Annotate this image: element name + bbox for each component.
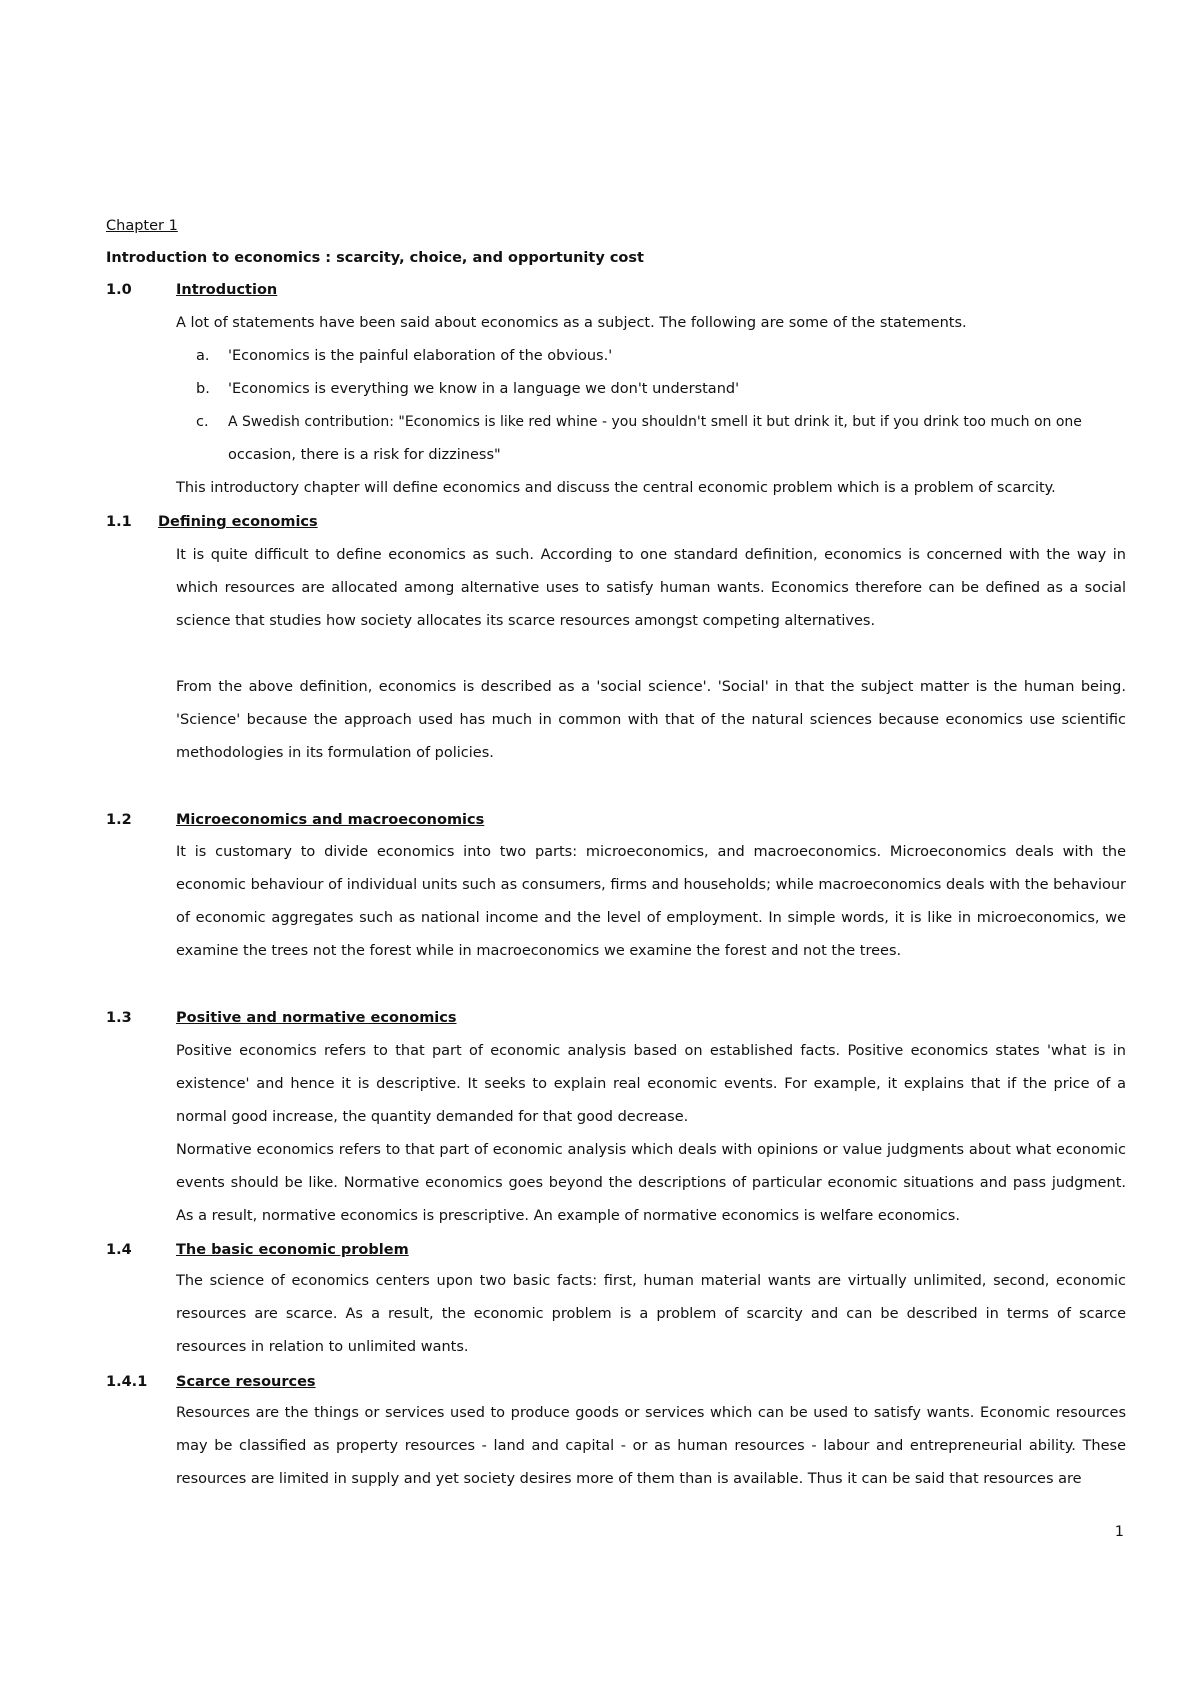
list-item: A Swedish contribution: "Economics is like red whine - you shouldn't smell it but drink it, but if you drink too much on one <box>228 414 1082 430</box>
paragraph: It is quite difficult to define economics as such. According to one standard definition, economics is concerned with the way in which resources are allocated among alternative uses to satisfy human wants. Economics therefore can be defined as a social science that studies how society allocates its scarce resources amongst competing alternatives. <box>176 547 1126 629</box>
section-heading-defining-economics: Defining economics <box>158 514 318 530</box>
list-letter: c. <box>196 414 209 430</box>
list-letter: a. <box>196 348 210 364</box>
section-number: 1.3 <box>106 1010 132 1026</box>
intro-paragraph: A lot of statements have been said about economics as a subject. The following are some of the statements. <box>176 315 967 331</box>
section-heading-positive-normative: Positive and normative economics <box>176 1010 457 1026</box>
section-number: 1.2 <box>106 812 132 828</box>
chapter-title: Introduction to economics : scarcity, choice, and opportunity cost <box>106 250 644 266</box>
section-heading-micro-macro: Microeconomics and macroeconomics <box>176 812 485 828</box>
paragraph: Resources are the things or services used to produce goods or services which can be used to satisfy wants. Economic resources may be classified as property resources - land and capital - or as human resources - labour and entrepreneurial ability. These resources are limited in supply and yet society desires more of them than is available. Thus it can be said that resources are <box>176 1405 1126 1487</box>
list-item-continuation: occasion, there is a risk for dizziness" <box>228 447 501 463</box>
section-number: 1.4 <box>106 1242 132 1258</box>
list-item: 'Economics is the painful elaboration of the obvious.' <box>228 348 613 364</box>
section-heading-introduction: Introduction <box>176 282 278 298</box>
paragraph: The science of economics centers upon two basic facts: first, human material wants are virtually unlimited, second, economic resources are scarce. As a result, the economic problem is a problem of scarcity and can be described in terms of scarce resources in relation to unlimited wants. <box>176 1273 1126 1355</box>
list-item: 'Economics is everything we know in a language we don't understand' <box>228 381 740 397</box>
chapter-label: Chapter 1 <box>106 218 178 234</box>
section-number: 1.0 <box>106 282 132 298</box>
section-number: 1.1 <box>106 514 132 530</box>
section-heading-basic-problem: The basic economic problem <box>176 1242 409 1258</box>
list-letter: b. <box>196 381 210 397</box>
paragraph: Normative economics refers to that part of economic analysis which deals with opinions or value judgments about what economic events should be like. Normative economics goes beyond the descriptions of particular economic situations and pass judgment. As a result, normative economics is prescriptive. An example of normative economics is welfare economics. <box>176 1142 1126 1224</box>
paragraph: From the above definition, economics is described as a 'social science'. 'Social' in that the subject matter is the human being. 'Science' because the approach used has much in common with that of the natural sciences because economics use scientific methodologies in its formulation of policies. <box>176 679 1126 761</box>
intro-closing-paragraph: This introductory chapter will define economics and discuss the central economic problem which is a problem of scarcity. <box>176 480 1056 496</box>
section-number: 1.4.1 <box>106 1374 148 1390</box>
paragraph: Positive economics refers to that part of economic analysis based on established facts. Positive economics states 'what is in existence' and hence it is descriptive. It seeks to explain real economic events. For example, it explains that if the price of a normal good increase, the quantity demanded for that good decrease. <box>176 1043 1126 1125</box>
section-heading-scarce-resources: Scarce resources <box>176 1374 316 1390</box>
paragraph: It is customary to divide economics into two parts: microeconomics, and macroeconomics. Microeconomics deals with the economic behaviour of individual units such as consumers, firms and households; while macroeconomics deals with the behaviour of economic aggregates such as national income and the level of employment. In simple words, it is like in microeconomics, we examine the trees not the forest while in macroeconomics we examine the forest and not the trees. <box>176 844 1126 959</box>
page-number: 1 <box>1114 1524 1124 1540</box>
